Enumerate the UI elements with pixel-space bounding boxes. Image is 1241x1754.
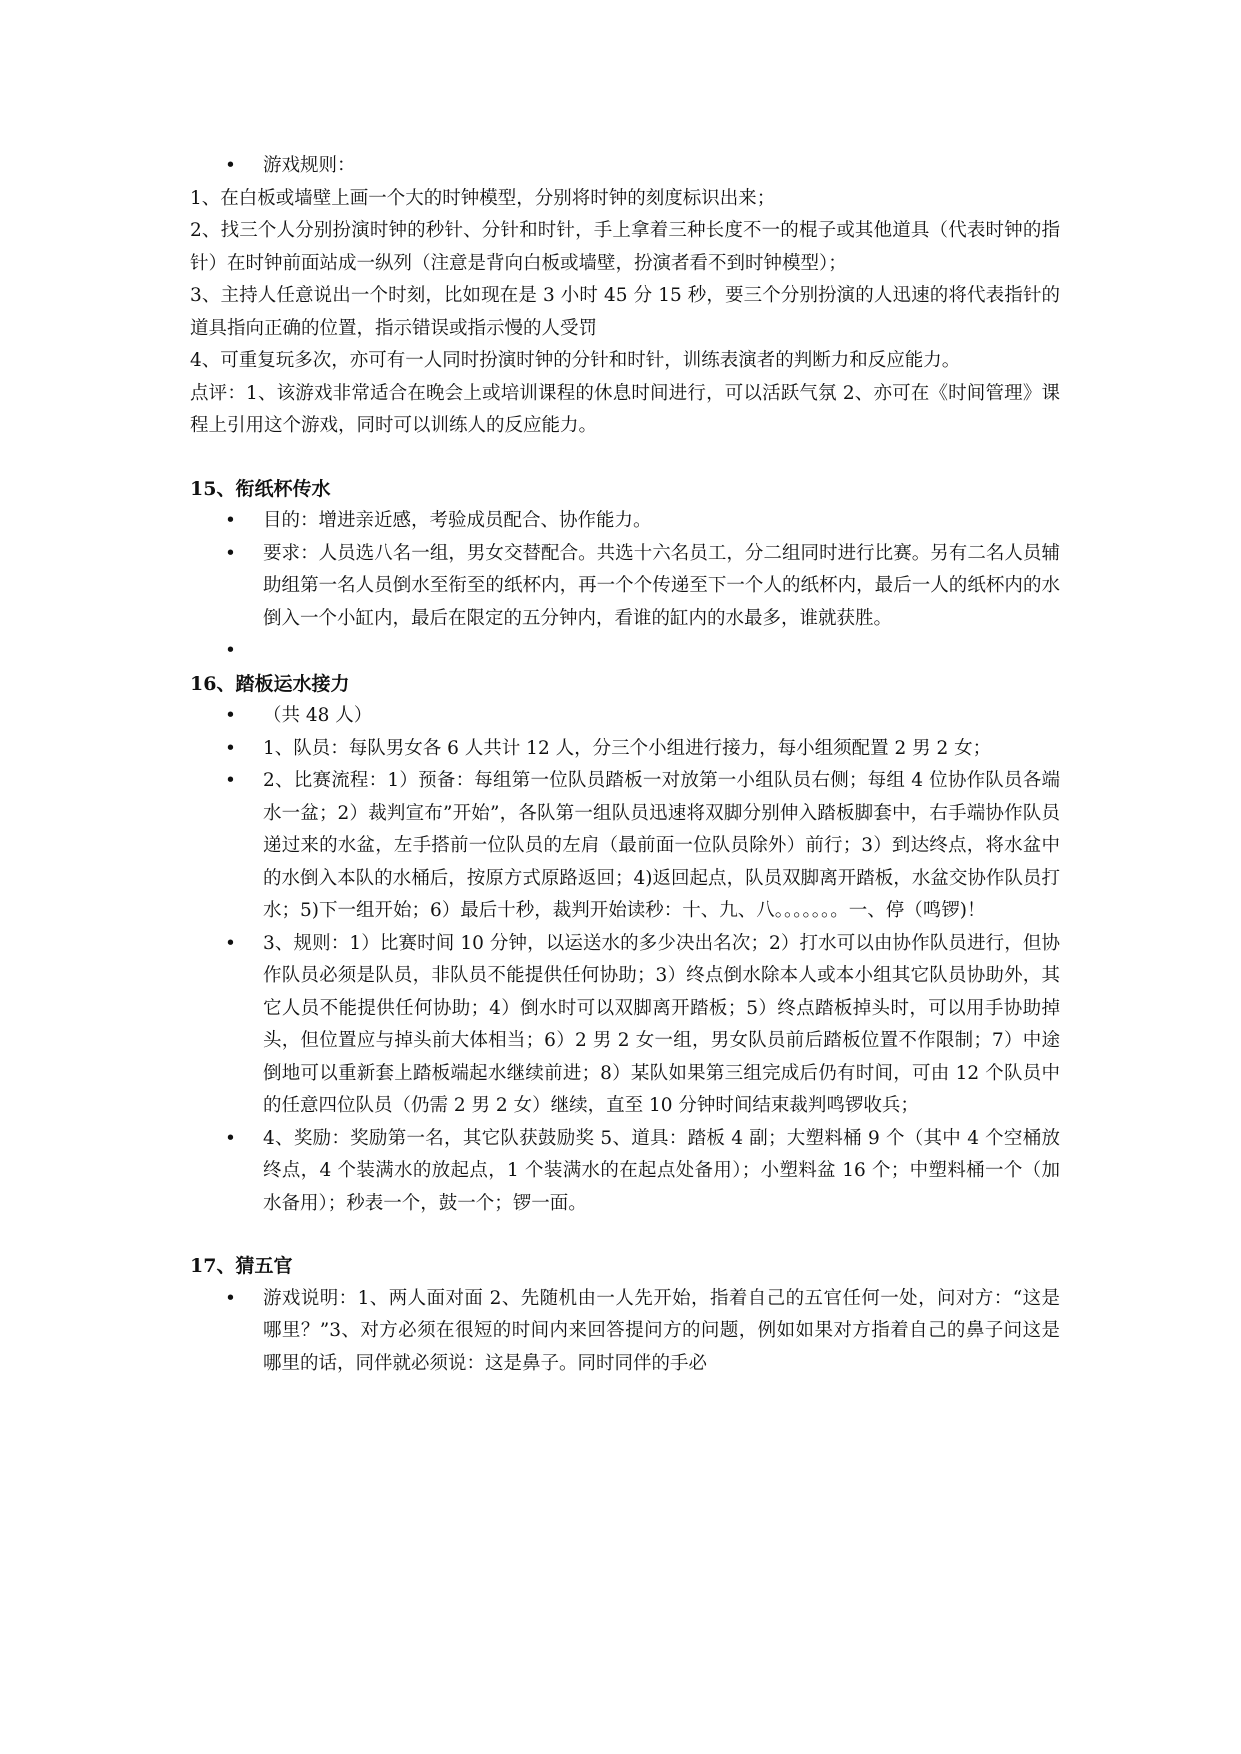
item-text: 2、比赛流程：1）预备：每组第一位队员踏板一对放第一小组队员右侧；每组 4 位协作队员各端水一盆；2）裁判宣布”开始”，各队第一组队员迅速将双脚分别伸入踏板脚套中，右手端协作队员递过来的水盆，左手搭前一位队员的左肩（最前面一位队员除外）前行；3）到达终点，将水盆中的水倒入本队的水桶后，按原方式原路返回；4)返回起点，队员双脚离开踏板，水盆交协作队员打水；5)下一组开始；6）最后十秒，裁判开始读秒：十、九、八。。。。。。。一、停（鸣锣)！	[263, 770, 1060, 921]
item-text: 游戏规则：	[263, 155, 356, 176]
bullet-icon: •	[225, 770, 236, 791]
list-item	[190, 150, 1060, 183]
paragraph: 3、主持人任意说出一个时刻，比如现在是 3 小时 45 分 15 秒，要三个分别扮演的人迅速的将代表指针的道具指向正确的位置，指示错误或指示慢的人受罚	[190, 285, 1060, 339]
paragraph: 4、可重复玩多次，亦可有一人同时扮演时钟的分针和时针，训练表演者的判断力和反应能力。	[190, 350, 961, 371]
list-item	[190, 538, 1060, 636]
list-item	[190, 765, 1060, 928]
section-heading: 16、踏板运水接力	[190, 672, 350, 695]
section-heading: 17、猜五官	[190, 1255, 293, 1277]
section16-list	[190, 700, 1060, 1220]
item-text: 目的：增进亲近感，考验成员配合、协作能力。	[263, 510, 652, 531]
list-item	[190, 505, 1060, 538]
list-item	[190, 928, 1060, 1123]
item-text: 游戏说明：1、两人面对面 2、先随机由一人先开始，指着自己的五官任何一处，问对方：“这是哪里？”3、对方必须在很短的时间内来回答提问方的问题，例如如果对方指着自己的鼻子问这是哪里的话，同伴就必须说：这是鼻子。同时同伴的手必	[263, 1287, 1060, 1374]
bullet-icon: •	[225, 705, 236, 726]
paragraph: 1、在白板或墙壁上画一个大的时钟模型，分别将时钟的刻度标识出来；	[190, 187, 776, 209]
comment-paragraph: 点评：1、该游戏非常适合在晚会上或培训课程的休息时间进行，可以活跃气氛 2、亦可在《时间管理》课程上引用这个游戏，同时可以训练人的反应能力。	[190, 382, 1060, 436]
paragraph: 2、找三个人分别扮演时钟的秒针、分针和时针，手上拿着三种长度不一的棍子或其他道具（代表时钟的指针）在时钟前面站成一纵列（注意是背向白板或墙壁，扮演者看不到时钟模型）；	[190, 220, 1060, 274]
bullet-icon: •	[225, 640, 236, 661]
bullet-icon: •	[225, 510, 236, 531]
item-text: 要求：人员选八名一组，男女交替配合。共选十六名员工，分二组同时进行比赛。另有二名人员辅助组第一名人员倒水至衔至的纸杯内，再一个个传递至下一个人的纸杯内，最后一人的纸杯内的水倒入一个小缸内，最后在限定的五分钟内，看谁的缸内的水最多，谁就获胜。	[263, 542, 1060, 629]
item-text: 4、奖励：奖励第一名，其它队获鼓励奖 5、道具：踏板 4 副；大塑料桶 9 个（其中 4 个空桶放终点，4 个装满水的放起点，1 个装满水的在起点处备用）；小塑料盆 16 个；中塑料桶一个（加水备用）；秒表一个，鼓一个；锣一面。	[263, 1127, 1060, 1214]
item-text: 3、规则：1）比赛时间 10 分钟，以运送水的多少决出名次；2）打水可以由协作队员进行，但协作队员必须是队员，非队员不能提供任何协助；3）终点倒水除本人或本小组其它队员协助外，其它人员不能提供任何协助；4）倒水时可以双脚离开踏板；5）终点踏板掉头时，可以用手协助掉头，但位置应与掉头前大体相当；6）2 男 2 女一组，男女队员前后踏板位置不作限制；7）中途倒地可以重新套上踏板端起水继续前进；8）某队如果第三组完成后仍有时间，可由 12 个队员中的任意四位队员（仍需 2 男 2 女）继续，直至 10 分钟时间结束裁判鸣锣收兵；	[263, 932, 1060, 1116]
intro-bullet-list	[190, 150, 1060, 183]
list-item	[190, 1123, 1060, 1221]
section15-list	[190, 505, 1060, 668]
list-item	[190, 635, 1060, 668]
bullet-icon: •	[225, 1287, 236, 1309]
spacer	[190, 1220, 1060, 1250]
list-item	[190, 700, 1060, 733]
bullet-icon: •	[225, 737, 236, 759]
bullet-icon: •	[225, 155, 236, 176]
item-text: 1、队员：每队男女各 6 人共计 12 人，分三个小组进行接力，每小组须配置 2 男 2 女；	[263, 737, 992, 759]
bullet-icon: •	[225, 1127, 236, 1149]
section17-list	[190, 1283, 1060, 1381]
item-text: （共 48 人）	[263, 705, 373, 726]
spacer	[190, 443, 1060, 473]
list-item	[190, 1283, 1060, 1381]
list-item	[190, 733, 1060, 766]
document-page	[190, 150, 1060, 1380]
bullet-icon: •	[225, 542, 236, 564]
section-heading: 15、衔纸杯传水	[190, 477, 331, 500]
bullet-icon: •	[225, 932, 236, 954]
